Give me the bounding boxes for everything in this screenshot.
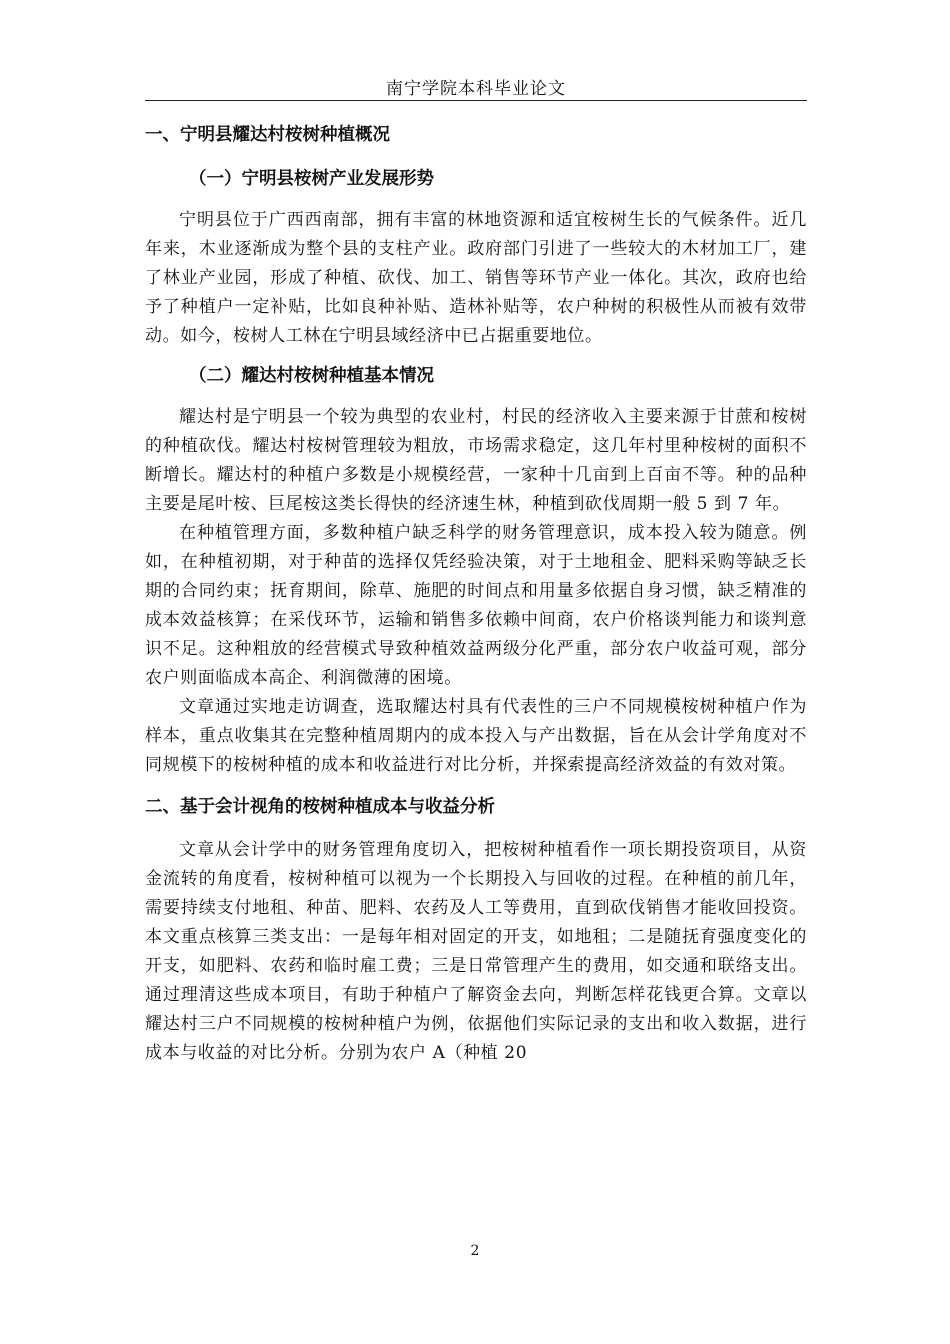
subsection-heading-1-2: （二）耀达村桉树种植基本情况 (189, 366, 434, 386)
section-heading-1: 一、宁明县耀达村桉树种植概况 (145, 125, 390, 145)
header-rule (145, 100, 807, 101)
paragraph: 在种植管理方面，多数种植户缺乏科学的财务管理意识，成本投入较为随意。例如，在种植初期，对于种苗的选择仅凭经验决策，对于土地租金、肥料采购等缺乏长期的合同约束；抚育期间，除草、施肥的时间点和用量多依据自身习惯，缺乏精准的成本效益核算；在采伐环节，运输和销售多依赖中间商，农户价格谈判能力和谈判意识不足。这种粗放的经营模式导致种植效益两级分化严重，部分农户收益可观，部分农户则面临成本高企、利润微薄的困境。 (145, 523, 807, 688)
running-header: 南宁学院本科毕业论文 (386, 79, 566, 99)
section-heading-2: 二、基于会计视角的桉树种植成本与收益分析 (145, 797, 495, 817)
subsection-heading-1-1: （一）宁明县桉树产业发展形势 (189, 169, 434, 189)
paragraph: 文章从会计学中的财务管理角度切入，把桉树种植看作一项长期投资项目，从资金流转的角度看，桉树种植可以视为一个长期投入与回收的过程。在种植的前几年，需要持续支付地租、种苗、肥料、农药及人工等费用，直到砍伐销售才能收回投资。本文重点核算三类支出：一是每年相对固定的开支，如地租；二是随抚育强度变化的开支，如肥料、农药和临时雇工费；三是日常管理产生的费用，如交通和联络支出。通过理清这些成本项目，有助于种植户了解资金去向，判断怎样花钱更合算。文章以耀达村三户不同规模的桉树种植户为例，依据他们实际记录的支出和收入数据，进行成本与收益的对比分析。分别为农户 A（种植 20 (145, 840, 807, 1063)
page-number: 2 (470, 1243, 480, 1259)
body-text (145, 120, 807, 1068)
paragraph: 文章通过实地走访调查，选取耀达村具有代表性的三户不同规模桉树种植户作为样本，重点收集其在完整种植周期内的成本投入与产出数据，旨在从会计学角度对不同规模下的桉树种植的成本和收益进行对比分析，并探索提高经济效益的有效对策。 (145, 697, 807, 775)
paragraph: 耀达村是宁明县一个较为典型的农业村，村民的经济收入主要来源于甘蔗和桉树的种植砍伐。耀达村桉树管理较为粗放，市场需求稳定，这几年村里种桉树的面积不断增长。耀达村的种植户多数是小规模经营，一家种十几亩到上百亩不等。种的品种主要是尾叶桉、巨尾桉这类长得快的经济速生林，种植到砍伐周期一般 5 到 7 年。 (145, 407, 807, 514)
paragraph: 宁明县位于广西西南部，拥有丰富的林地资源和适宜桉树生长的气候条件。近几年来，木业逐渐成为整个县的支柱产业。政府部门引进了一些较大的木材加工厂，建了林业产业园，形成了种植、砍伐、加工、销售等环节产业一体化。其次，政府也给予了种植户一定补贴，比如良种补贴、造林补贴等，农户种树的积极性从而被有效带动。如今，桉树人工林在宁明县域经济中已占据重要地位。 (145, 210, 807, 346)
